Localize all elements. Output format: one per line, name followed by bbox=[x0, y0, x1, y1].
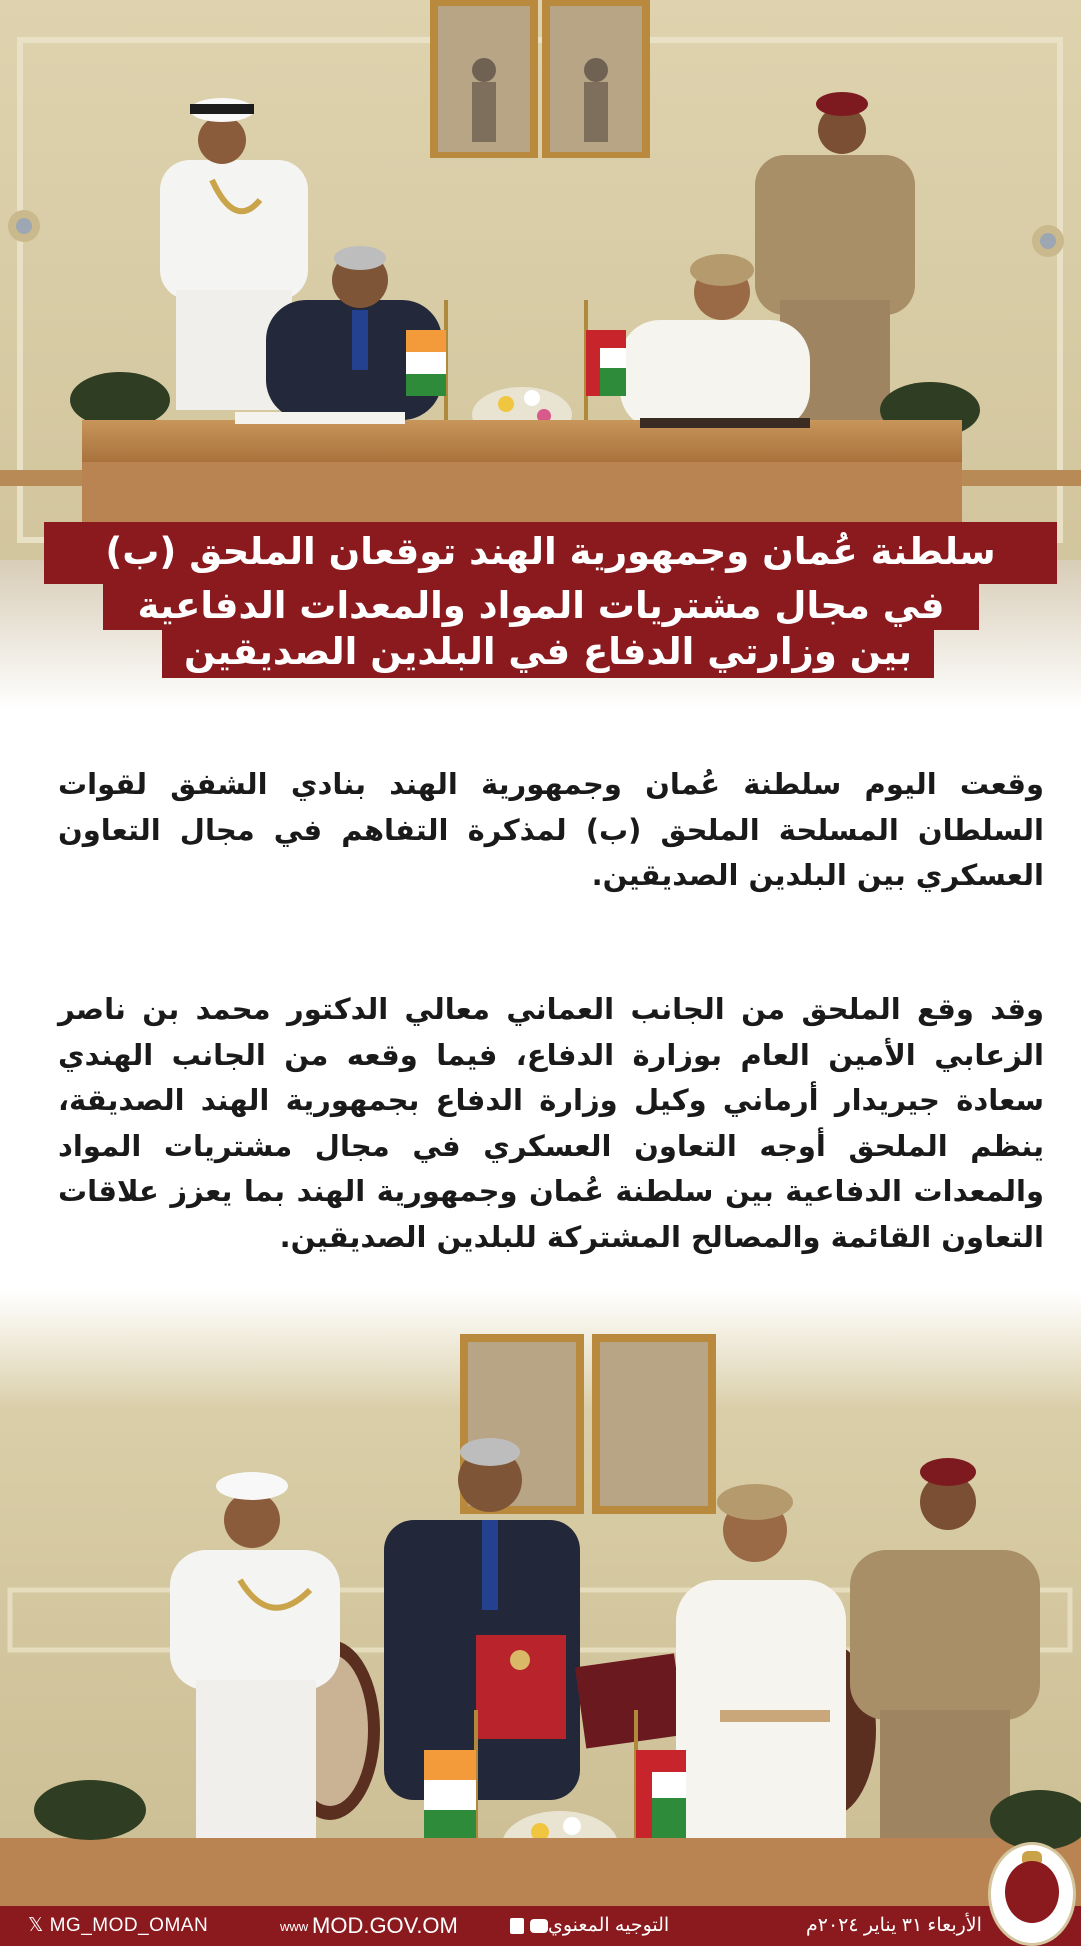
headline-line-1: سلطنة عُمان وجمهورية الهند توقعان الملحق (ب) bbox=[44, 522, 1057, 584]
footer-website-link[interactable]: MOD.GOV.OM bbox=[312, 1913, 458, 1938]
footer-social-handle[interactable]: 𝕏 MG_MOD_OMAN bbox=[28, 1915, 209, 1936]
facebook-icon[interactable] bbox=[510, 1918, 524, 1934]
ministry-emblem bbox=[988, 1842, 1076, 1946]
bottom-ceremony-photo bbox=[0, 1290, 1081, 1906]
footer-website-prefix: www bbox=[280, 1919, 309, 1934]
article-paragraph-1: وقعت اليوم سلطنة عُمان وجمهورية الهند بنادي الشفق لقوات السلطان المسلحة الملحق (ب) لمذكرة التفاهم في مجال التعاون العسكري بين البلدين الصديقين. bbox=[58, 767, 1044, 892]
footer-date: الأربعاء ٣١ يناير ٢٠٢٤م bbox=[806, 1915, 982, 1936]
headline-line-2: في مجال مشتريات المواد والمعدات الدفاعية bbox=[103, 584, 979, 630]
headline bbox=[0, 522, 1081, 702]
x-icon: 𝕏 bbox=[28, 1915, 50, 1936]
footer-bar bbox=[0, 1906, 1081, 1946]
footer-department: التوجيه المعنوي bbox=[548, 1915, 670, 1936]
article-paragraph-2: وقد وقع الملحق من الجانب العماني معالي الدكتور محمد بن ناصر الزعابي الأمين العام بوزارة الدفاع، فيما وقعه من الجانب الهندي سعادة جيريدار أرماني وكيل وزارة الدفاع بجمهورية الهند الصديقة، ينظم الملحق أوجه التعاون العسكري في مجال مشتريات المواد والمعدات الدفاعية بين سلطنة عُمان وجمهورية الهند بما يعزز علاقات التعاون القائمة والمصالح المشتركة للبلدين الصديقين. bbox=[58, 992, 1044, 1254]
youtube-icon[interactable] bbox=[530, 1919, 548, 1933]
headline-line-3: بين وزارتي الدفاع في البلدين الصديقين bbox=[162, 630, 934, 678]
emblem-shield-icon bbox=[1005, 1861, 1059, 1923]
